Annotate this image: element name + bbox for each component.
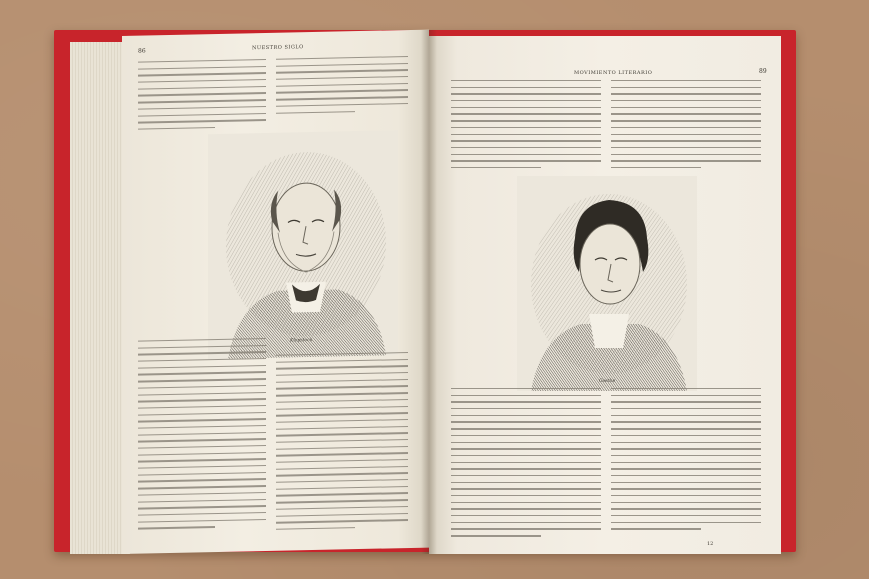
text-line — [451, 395, 601, 396]
text-line — [451, 455, 601, 456]
text-line — [138, 445, 266, 449]
text-line — [276, 76, 408, 80]
right-text-top-col-2 — [611, 80, 761, 174]
left-running-head: NUESTRO SIGLO — [252, 44, 304, 52]
text-line — [276, 103, 408, 107]
text-line — [276, 419, 408, 423]
text-line — [611, 528, 701, 529]
text-line — [451, 113, 601, 114]
text-line — [276, 513, 408, 517]
text-line — [138, 425, 266, 429]
text-line — [276, 63, 408, 67]
left-page-number: 86 — [138, 47, 146, 55]
text-line — [611, 127, 761, 128]
text-line — [276, 426, 408, 430]
text-line — [138, 498, 266, 502]
right-running-head: MOVIMIENTO LITERARIO — [574, 70, 653, 76]
text-line — [276, 499, 408, 503]
text-line — [451, 160, 601, 161]
text-line — [138, 99, 266, 103]
text-line — [611, 468, 761, 469]
text-line — [611, 482, 761, 483]
text-line — [138, 478, 266, 482]
text-line — [451, 167, 541, 168]
text-line — [276, 392, 408, 396]
text-line — [138, 351, 266, 355]
text-line — [611, 508, 761, 509]
right-text-top-col-1 — [451, 80, 601, 174]
text-line — [138, 472, 266, 476]
text-line — [611, 442, 761, 443]
text-line — [138, 371, 266, 375]
text-line — [611, 401, 761, 402]
text-line — [138, 412, 266, 416]
left-text-bottom-col-1 — [138, 338, 266, 535]
right-portrait-caption: Goethe — [599, 379, 616, 384]
text-line — [276, 506, 408, 510]
text-line — [451, 421, 601, 422]
book-gutter — [421, 30, 437, 554]
text-line — [138, 398, 266, 402]
text-line — [138, 358, 266, 362]
left-portrait-caption: Klopstock — [290, 338, 313, 344]
text-line — [451, 415, 601, 416]
text-line — [276, 56, 408, 60]
text-line — [276, 459, 408, 463]
text-line — [451, 140, 601, 141]
page-edges — [70, 42, 130, 554]
text-line — [138, 465, 266, 469]
text-line — [451, 120, 601, 121]
text-line — [451, 127, 601, 128]
text-line — [138, 391, 266, 395]
text-line — [451, 107, 601, 108]
text-line — [276, 466, 408, 470]
text-line — [451, 147, 601, 148]
text-line — [611, 515, 761, 516]
text-line — [276, 365, 408, 369]
text-line — [451, 428, 601, 429]
text-line — [276, 519, 408, 523]
text-line — [138, 458, 266, 462]
text-line — [611, 134, 761, 135]
text-line — [276, 472, 408, 476]
text-line — [276, 479, 408, 483]
text-line — [611, 140, 761, 141]
text-line — [611, 415, 761, 416]
text-line — [138, 92, 266, 96]
text-line — [276, 379, 408, 383]
text-line — [138, 338, 266, 342]
text-line — [451, 93, 601, 94]
text-line — [611, 495, 761, 496]
text-line — [611, 408, 761, 409]
text-line — [138, 492, 266, 496]
text-line — [138, 72, 266, 76]
text-line — [611, 448, 761, 449]
text-line — [138, 378, 266, 382]
left-text-bottom-col-2 — [276, 352, 408, 535]
text-line — [611, 167, 701, 168]
text-line — [276, 412, 408, 416]
text-line — [451, 482, 601, 483]
text-line — [276, 486, 408, 490]
text-line — [138, 66, 266, 70]
left-text-top-col-1 — [138, 59, 266, 135]
text-line — [611, 100, 761, 101]
text-line — [611, 522, 761, 523]
right-page-number: 89 — [759, 68, 767, 75]
text-line — [451, 134, 601, 135]
text-line — [138, 438, 266, 442]
text-line — [451, 80, 601, 81]
text-line — [451, 462, 601, 463]
text-line — [611, 421, 761, 422]
text-line — [276, 372, 408, 376]
text-line — [138, 432, 266, 436]
text-line — [451, 435, 601, 436]
text-line — [276, 527, 355, 530]
text-line — [611, 475, 761, 476]
text-line — [611, 428, 761, 429]
text-line — [451, 408, 601, 409]
right-text-bottom-col-2 — [611, 388, 761, 535]
text-line — [451, 468, 601, 469]
text-line — [611, 435, 761, 436]
text-line — [276, 406, 408, 410]
text-line — [451, 401, 601, 402]
text-line — [611, 87, 761, 88]
text-line — [138, 345, 266, 349]
right-page — [429, 36, 781, 554]
text-line — [138, 385, 266, 389]
text-line — [276, 111, 355, 114]
text-line — [611, 120, 761, 121]
portrait-engraving-right — [517, 176, 697, 391]
text-line — [138, 106, 266, 110]
text-line — [276, 432, 408, 436]
text-line — [451, 535, 541, 536]
text-line — [276, 89, 408, 93]
text-line — [276, 399, 408, 403]
right-text-bottom-col-1 — [451, 388, 601, 542]
text-line — [451, 87, 601, 88]
text-line — [611, 488, 761, 489]
text-line — [138, 86, 266, 90]
text-line — [138, 526, 215, 529]
text-line — [276, 446, 408, 450]
text-line — [138, 452, 266, 456]
left-page — [122, 30, 429, 554]
text-line — [611, 395, 761, 396]
text-line — [611, 388, 761, 389]
text-line — [451, 508, 601, 509]
text-line — [138, 127, 215, 130]
text-line — [611, 462, 761, 463]
text-line — [276, 492, 408, 496]
text-line — [451, 100, 601, 101]
text-line — [138, 512, 266, 516]
text-line — [451, 502, 601, 503]
text-line — [138, 365, 266, 369]
text-line — [611, 80, 761, 81]
text-line — [138, 119, 266, 123]
text-line — [138, 505, 266, 509]
text-line — [451, 515, 601, 516]
portrait-engraving-left — [208, 130, 398, 359]
text-line — [451, 522, 601, 523]
text-line — [276, 69, 408, 73]
text-line — [138, 59, 266, 63]
text-line — [451, 388, 601, 389]
text-line — [451, 488, 601, 489]
text-line — [451, 495, 601, 496]
text-line — [138, 519, 266, 523]
text-line — [451, 528, 601, 529]
text-line — [451, 442, 601, 443]
text-line — [138, 418, 266, 422]
text-line — [611, 113, 761, 114]
right-signature-mark: 12 — [707, 541, 714, 547]
text-line — [276, 452, 408, 456]
text-line — [276, 385, 408, 389]
text-line — [451, 448, 601, 449]
text-line — [611, 93, 761, 94]
text-line — [138, 79, 266, 83]
left-text-top-col-2 — [276, 56, 408, 119]
text-line — [138, 112, 266, 116]
text-line — [611, 107, 761, 108]
text-line — [276, 359, 408, 363]
text-line — [276, 83, 408, 87]
text-line — [276, 439, 408, 443]
text-line — [611, 455, 761, 456]
text-line — [611, 154, 761, 155]
text-line — [611, 147, 761, 148]
text-line — [611, 160, 761, 161]
text-line — [138, 485, 266, 489]
text-line — [276, 96, 408, 100]
text-line — [451, 475, 601, 476]
text-line — [451, 154, 601, 155]
text-line — [138, 405, 266, 409]
text-line — [611, 502, 761, 503]
